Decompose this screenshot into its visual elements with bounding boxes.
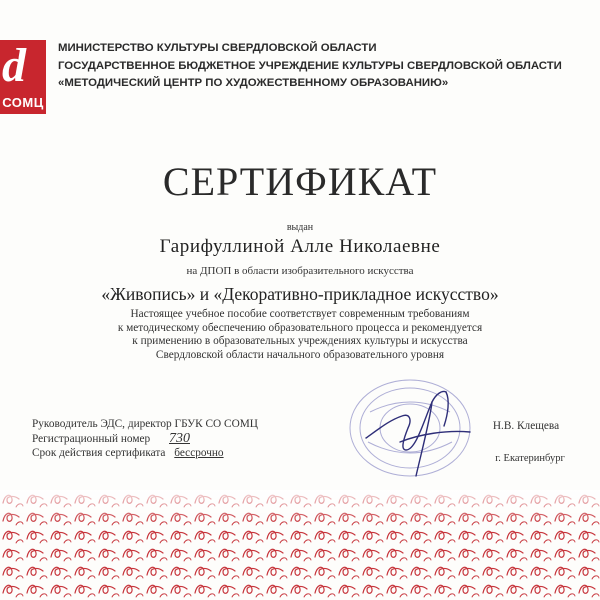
recipient-name: Гарифуллиной Алле Николаевне xyxy=(159,236,441,257)
logo-letter: d xyxy=(2,40,26,92)
header-institution-type: ГОСУДАРСТВЕННОЕ БЮДЖЕТНОЕ УЧРЕЖДЕНИЕ КУЛЬТУРЫ СВЕРДЛОВСКОЙ ОБЛАСТИ xyxy=(58,59,562,72)
director-label: Руководитель ЭДС, директор ГБУК СО СОМЦ xyxy=(32,418,258,430)
decorative-pattern-band xyxy=(0,490,600,600)
registration-number: 730 xyxy=(169,430,190,446)
validity-row xyxy=(32,446,258,461)
registration-label: Регистрационный номер xyxy=(32,432,151,445)
registration-row xyxy=(32,432,258,447)
course-title: «Живопись» и «Декоративно-прикладное искусство» xyxy=(101,284,499,304)
validity-label: Срок действия сертификата xyxy=(32,447,166,459)
body-line: Свердловской области начального образовательного уровня xyxy=(155,348,445,361)
body-line: Настоящее учебное пособие соответствует современным требованиям xyxy=(130,308,470,320)
director-row xyxy=(32,417,258,432)
certificate-footer xyxy=(32,417,258,461)
validity-value: бессрочно xyxy=(174,447,224,459)
certificate-body xyxy=(60,308,540,362)
issue-city: г. Екатеринбург xyxy=(495,453,565,464)
institution-header xyxy=(58,40,594,93)
institution-logo xyxy=(0,40,46,114)
signer-name: Н.В. Клещева xyxy=(492,420,560,432)
logo-abbreviation: СОМЦ xyxy=(2,95,44,110)
issued-label: выдан xyxy=(286,222,314,233)
program-line: на ДПОП в области изобразительного искусства xyxy=(186,265,414,277)
certificate-title: СЕРТИФИКАТ xyxy=(162,159,438,204)
body-line: к применению в образовательных учреждениях культуры и искусства xyxy=(132,335,468,347)
header-ministry: МИНИСТЕРСТВО КУЛЬТУРЫ СВЕРДЛОВСКОЙ ОБЛАСТИ xyxy=(58,42,377,54)
header-institution-name: «МЕТОДИЧЕСКИЙ ЦЕНТР ПО ХУДОЖЕСТВЕННОМУ ОБРАЗОВАНИЮ» xyxy=(58,77,449,89)
director-signature xyxy=(360,380,490,490)
body-line: к методическому обеспечению образовательного процесса и рекомендуется xyxy=(117,321,483,334)
